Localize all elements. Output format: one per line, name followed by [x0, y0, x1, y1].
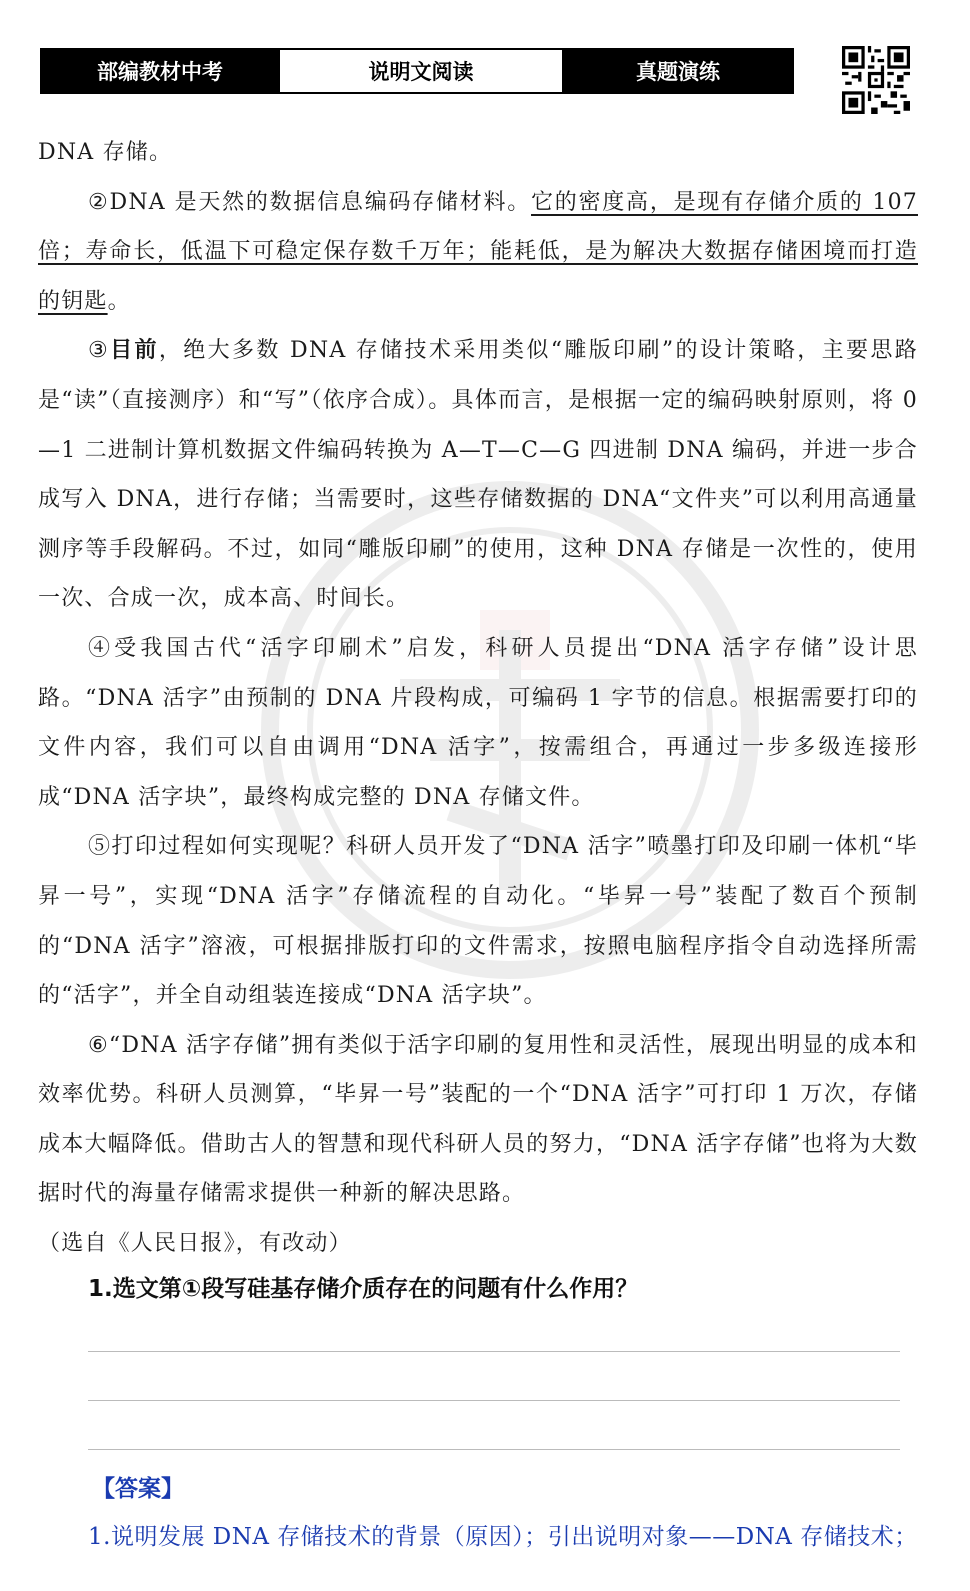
header-left-label: 部编教材中考 [42, 50, 278, 92]
article-body [38, 128, 918, 1269]
paragraph-2 [38, 178, 918, 327]
paragraph-6: ⑥“DNA 活字存储”拥有类似于活字印刷的复用性和灵活性，展现出明显的成本和效率优势。科研人员测算，“毕昇一号”装配的一个“DNA 活字”可打印 1 万次，存储成本大幅降低。借助古人的智慧和现代科研人员的努力，“DNA 活字存储”也将为大数据时代的海量存储需求提供一种新的解决思路。 [38, 1032, 918, 1207]
paragraph-0: DNA 存储。 [38, 140, 173, 165]
paragraph-3-bold: 目前 [110, 337, 159, 364]
question-text: 1.选文第①段写硅基存储介质存在的问题有什么作用？ [88, 1276, 639, 1302]
qr-code-icon [842, 46, 910, 114]
paragraph-2-underlined: 它的密度高，是现有存储介质的 107 倍；寿命长，低温下可稳定保存数千万年；能耗低，是为解决大数据存储困境而打造的钥匙 [38, 189, 918, 314]
paragraph-3-text: ，绝大多数 DNA 存储技术采用类似“雕版印刷”的设计策略，主要思路是“读”（直接测序）和“写”（依序合成）。具体而言，是根据一定的编码映射原则，将 0—1 二进制计算机数据文件编码转换为 A—T—C—G 四进制 DNA 编码，并进一步合成写入 DNA，进行存储；当需要时，这些存储数据的 DNA“文件夹”可以利用高通量测序等手段解码。不过，如同“雕版印刷”的使用，这种 DNA 存储是一次性的，使用一次、合成一次，成本高、时间长。 [38, 338, 918, 612]
answer-line [88, 1400, 900, 1401]
answer-text: 1.说明发展 DNA 存储技术的背景（原因）；引出说明对象——DNA 存储技术； [88, 1524, 918, 1550]
answer-heading: 【答案】 [92, 1476, 184, 1502]
answer-line [88, 1351, 900, 1352]
source-citation: （选自《人民日报》，有改动） [38, 1231, 352, 1257]
header-right-label: 真题演练 [564, 50, 792, 92]
header-bar [40, 48, 794, 94]
paragraph-4: ④受我国古代“活字印刷术”启发，科研人员提出“DNA 活字存储”设计思路。“DNA 活字”由预制的 DNA 片段构成，可编码 1 字节的信息。根据需要打印的文件内容，我们可以自由调用“DNA 活字”，按需组合，再通过一步多级连接形成“DNA 活字块”，最终构成完整的 DNA 存储文件。 [38, 635, 918, 810]
paragraph-3 [38, 326, 918, 624]
paragraph-5: ⑤打印过程如何实现呢？科研人员开发了“DNA 活字”喷墨打印及印刷一体机“毕昇一号”，实现“DNA 活字”存储流程的自动化。“毕昇一号”装配了数百个预制的“DNA 活字”溶液，可根据排版打印的文件需求，按照电脑程序指令自动选择所需的“活字”，并全自动组装连接成“DNA 活字块”。 [38, 834, 918, 1009]
paragraph-2-lead: ②DNA 是天然的数据信息编码存储材料。 [88, 189, 532, 215]
answer-line [88, 1449, 900, 1450]
paragraph-3-marker: ③ [88, 338, 111, 364]
paragraph-2-end: 。 [107, 288, 131, 314]
header-center-label: 说明文阅读 [278, 50, 564, 92]
